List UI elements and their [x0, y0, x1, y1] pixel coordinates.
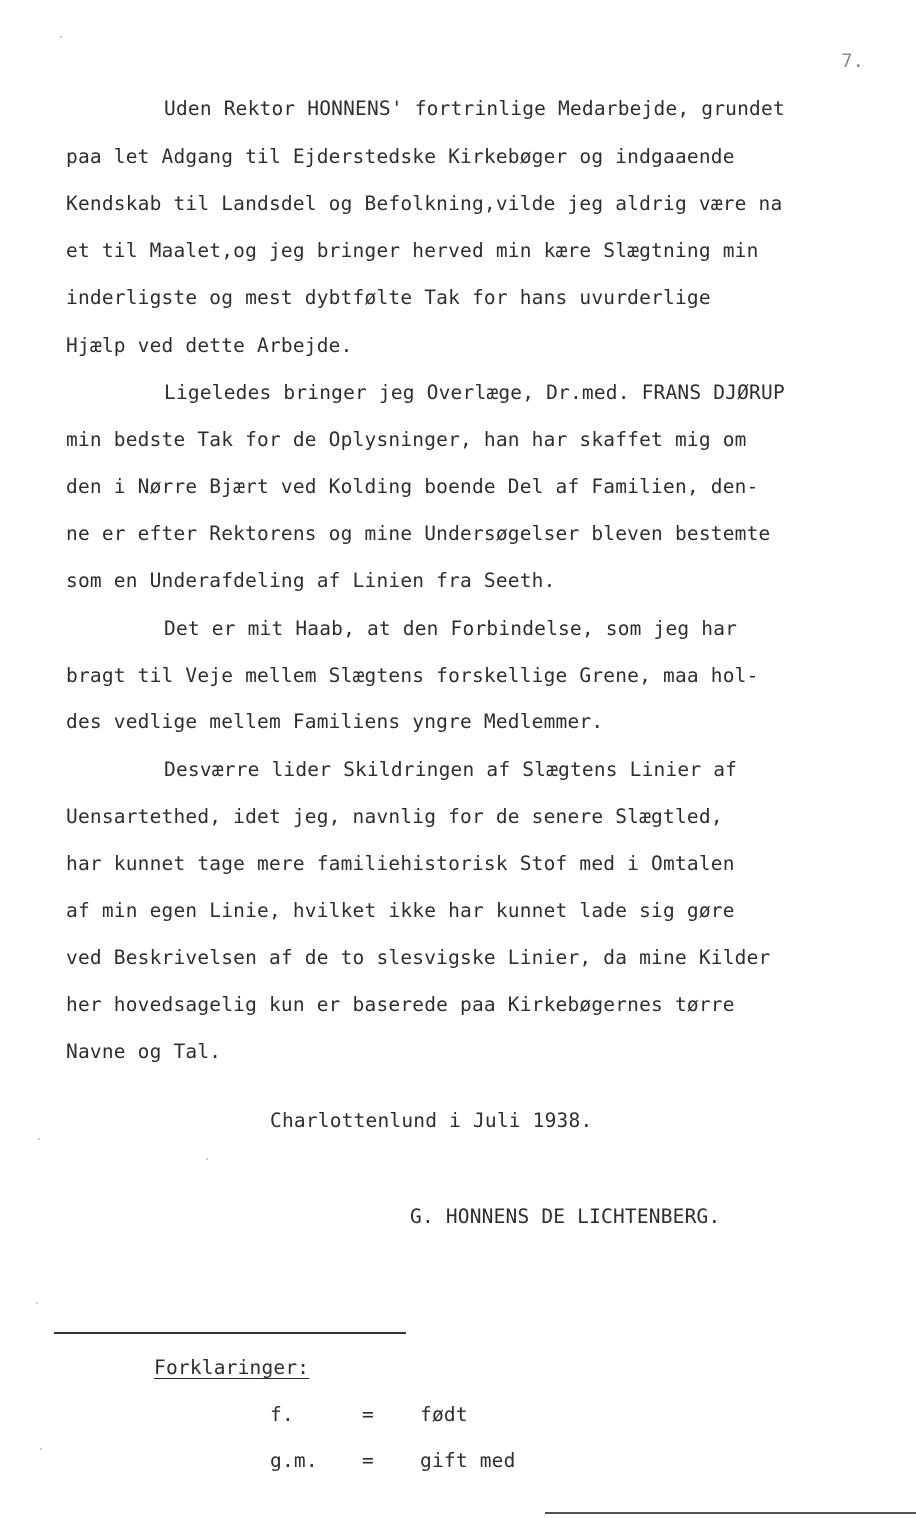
- footnote-separator: [54, 1332, 406, 1334]
- scan-speck: [40, 1448, 42, 1450]
- paragraph-4-line-6: her hovedsagelig kun er baserede paa Kirkebøgernes tørre: [66, 993, 735, 1016]
- scan-speck: [60, 36, 62, 38]
- paragraph-4-line-7: Navne og Tal.: [66, 1040, 222, 1063]
- paragraph-2-line-3: den i Nørre Bjært ved Kolding boende Del af Familien, den-: [66, 475, 759, 498]
- paragraph-1-line-2: paa let Adgang til Ejderstedske Kirkebøger og indgaaende: [66, 145, 735, 168]
- paragraph-4-line-1: Desværre lider Skildringen af Slægtens Linier af: [164, 758, 738, 781]
- scan-speck: [206, 1158, 208, 1160]
- paragraph-1-line-5: inderligste og mest dybtfølte Tak for hans uvurderlige: [66, 286, 711, 309]
- footnote-heading: Forklaringer:: [154, 1356, 310, 1379]
- paragraph-1-line-4: et til Maalet,og jeg bringer herved min kære Slægtning min: [66, 239, 759, 262]
- paragraph-3-line-3: des vedlige mellem Familiens yngre Medlemmer.: [66, 710, 604, 733]
- footnote-abbr-1: f.: [270, 1403, 294, 1426]
- bottom-edge-line: [545, 1512, 916, 1514]
- paragraph-3-line-1: Det er mit Haab, at den Forbindelse, som jeg har: [164, 617, 738, 640]
- place-date: Charlottenlund i Juli 1938.: [270, 1109, 593, 1132]
- paragraph-2-line-1: Ligeledes bringer jeg Overlæge, Dr.med. FRANS DJØRUP: [164, 381, 785, 404]
- paragraph-2-line-4: ne er efter Rektorens og mine Undersøgelser bleven bestemte: [66, 522, 771, 545]
- paragraph-1-line-1: Uden Rektor HONNENS' fortrinlige Medarbejde, grundet: [164, 97, 785, 120]
- paragraph-1-line-3: Kendskab til Landsdel og Befolkning,vilde jeg aldrig være na: [66, 192, 783, 215]
- footnote-equals-2: =: [362, 1449, 374, 1472]
- scan-speck: [38, 1138, 40, 1140]
- paragraph-2-line-5: som en Underafdeling af Linien fra Seeth.: [66, 569, 556, 592]
- signature: G. HONNENS DE LICHTENBERG.: [410, 1205, 721, 1228]
- footnote-equals-1: =: [362, 1403, 374, 1426]
- paragraph-4-line-4: af min egen Linie, hvilket ikke har kunnet lade sig gøre: [66, 899, 735, 922]
- paragraph-1-line-6: Hjælp ved dette Arbejde.: [66, 334, 353, 357]
- page-number: 7.: [841, 50, 864, 72]
- paragraph-3-line-2: bragt til Veje mellem Slægtens forskellige Grene, maa hol-: [66, 664, 759, 687]
- paragraph-4-line-3: har kunnet tage mere familiehistorisk Stof med i Omtalen: [66, 852, 735, 875]
- paragraph-4-line-5: ved Beskrivelsen af de to slesvigske Linier, da mine Kilder: [66, 946, 771, 969]
- footnote-meaning-1: født: [420, 1403, 468, 1426]
- scan-speck: [36, 1302, 38, 1304]
- paragraph-2-line-2: min bedste Tak for de Oplysninger, han har skaffet mig om: [66, 428, 747, 451]
- footnote-meaning-2: gift med: [420, 1449, 516, 1472]
- paragraph-4-line-2: Uensartethed, idet jeg, navnlig for de senere Slægtled,: [66, 805, 723, 828]
- footnote-abbr-2: g.m.: [270, 1449, 318, 1472]
